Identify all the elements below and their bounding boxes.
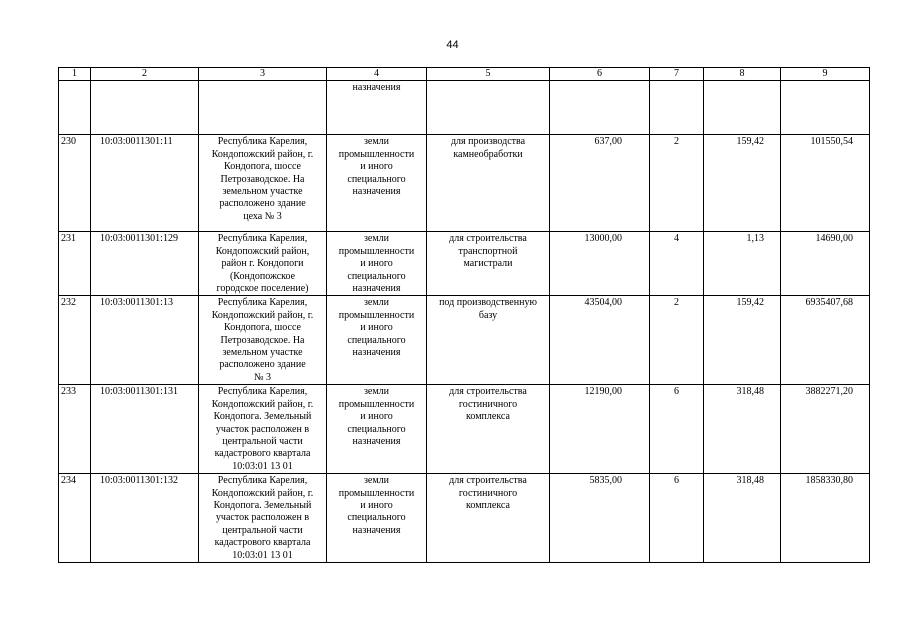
table-cell — [199, 81, 327, 135]
area-cell: 13000,00 — [550, 232, 650, 296]
rate-cell: 1,13 — [704, 232, 781, 296]
table-cell — [550, 81, 650, 135]
permitted-use-cell: под производственную базу — [427, 296, 550, 385]
row-number-cell: 232 — [59, 296, 91, 385]
category-cell: земли промышленности и иного специального назначения — [327, 385, 427, 474]
table-row — [59, 232, 870, 296]
column-header: 4 — [327, 68, 427, 81]
permitted-use-cell: для строительства транспортной магистрали — [427, 232, 550, 296]
permitted-use-cell: для строительства гостиничного комплекса — [427, 474, 550, 563]
column-header: 9 — [781, 68, 870, 81]
page-number: 44 — [446, 39, 459, 51]
area-cell: 637,00 — [550, 135, 650, 232]
rate-cell: 159,42 — [704, 296, 781, 385]
category-cell: земли промышленности и иного специального назначения — [327, 296, 427, 385]
column-number-row — [59, 68, 870, 81]
table-cell — [650, 81, 704, 135]
table-cell — [59, 81, 91, 135]
address-cell: Республика Карелия, Кондопожский район, г. Кондопога, шоссе Петрозаводское. На земельном участке расположено здание цеха № 3 — [199, 135, 327, 232]
category-cell: земли промышленности и иного специального назначения — [327, 232, 427, 296]
category-cell: земли промышленности и иного специального назначения — [327, 474, 427, 563]
column-header: 3 — [199, 68, 327, 81]
permitted-use-cell: для производства камнеобработки — [427, 135, 550, 232]
coefficient-cell: 2 — [650, 296, 704, 385]
row-number-cell: 230 — [59, 135, 91, 232]
area-cell: 12190,00 — [550, 385, 650, 474]
column-header: 8 — [704, 68, 781, 81]
value-cell: 6935407,68 — [781, 296, 870, 385]
column-header: 6 — [550, 68, 650, 81]
coefficient-cell: 6 — [650, 385, 704, 474]
column-header: 5 — [427, 68, 550, 81]
category-cell: земли промышленности и иного специального назначения — [327, 135, 427, 232]
coefficient-cell: 6 — [650, 474, 704, 563]
table-cell — [427, 81, 550, 135]
column-header: 1 — [59, 68, 91, 81]
area-cell: 5835,00 — [550, 474, 650, 563]
cadastral-number-cell: 10:03:0011301:11 — [91, 135, 199, 232]
cadastral-number-cell: 10:03:0011301:132 — [91, 474, 199, 563]
cadastral-number-cell: 10:03:0011301:129 — [91, 232, 199, 296]
address-cell: Республика Карелия, Кондопожский район, г. Кондопога. Земельный участок расположен в центральной части кадастрового квартала 10:03:01 13 01 — [199, 474, 327, 563]
coefficient-cell: 4 — [650, 232, 704, 296]
category-cell: назначения — [327, 81, 427, 135]
continuation-row — [59, 81, 870, 135]
value-cell: 3882271,20 — [781, 385, 870, 474]
column-header: 2 — [91, 68, 199, 81]
table-cell — [781, 81, 870, 135]
permitted-use-cell: для строительства гостиничного комплекса — [427, 385, 550, 474]
value-cell: 1858330,80 — [781, 474, 870, 563]
column-header: 7 — [650, 68, 704, 81]
cadastral-number-cell: 10:03:0011301:13 — [91, 296, 199, 385]
table-row — [59, 385, 870, 474]
area-cell: 43504,00 — [550, 296, 650, 385]
row-number-cell: 234 — [59, 474, 91, 563]
table-cell — [704, 81, 781, 135]
rate-cell: 318,48 — [704, 385, 781, 474]
rate-cell: 159,42 — [704, 135, 781, 232]
table-row — [59, 474, 870, 563]
row-number-cell: 231 — [59, 232, 91, 296]
land-plots-table — [58, 67, 870, 563]
coefficient-cell: 2 — [650, 135, 704, 232]
cadastral-number-cell: 10:03:0011301:131 — [91, 385, 199, 474]
address-cell: Республика Карелия, Кондопожский район, г. Кондопога. Земельный участок расположен в центральной части кадастрового квартала 10:03:01 13 01 — [199, 385, 327, 474]
address-cell: Республика Карелия, Кондопожский район, район г. Кондопоги (Кондопожское городское поселение) — [199, 232, 327, 296]
address-cell: Республика Карелия, Кондопожский район, г. Кондопога, шоссе Петрозаводское. На земельном участке расположено здание № 3 — [199, 296, 327, 385]
row-number-cell: 233 — [59, 385, 91, 474]
value-cell: 101550,54 — [781, 135, 870, 232]
table-row — [59, 296, 870, 385]
table-row — [59, 135, 870, 232]
rate-cell: 318,48 — [704, 474, 781, 563]
table-cell — [91, 81, 199, 135]
value-cell: 14690,00 — [781, 232, 870, 296]
